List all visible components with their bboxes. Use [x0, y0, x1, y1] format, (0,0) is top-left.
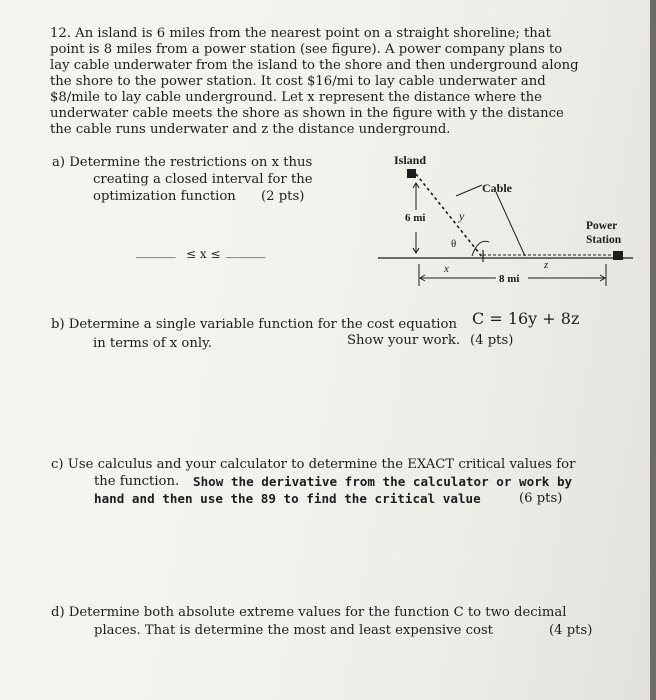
z-label: z [544, 259, 549, 271]
problem-line-6: underwater cable meets the shore as shown in the figure with y the distance [50, 106, 564, 121]
restriction-blank-left[interactable]: ______ [136, 244, 176, 259]
problem-line-5: $8/mile to lay cable underground. Let x represent the distance where the [50, 90, 542, 105]
power-label: Power [586, 220, 618, 232]
problem-line-4: the shore to the power station. It cost $16/mi to lay cable underwater and [50, 74, 546, 89]
island-marker [407, 169, 416, 178]
part-d-line-1: d) Determine both absolute extreme values for the function C to two decimal [51, 605, 567, 620]
cable-label: Cable [482, 181, 512, 195]
island-cable-figure [378, 150, 638, 290]
part-d-line-2: places. That is determine the most and least expensive cost [94, 623, 493, 638]
cable-pointer-line [456, 185, 482, 196]
y-label: y [459, 209, 465, 223]
part-c-line-3-bold: hand and then use the 89 to find the critical value [94, 491, 481, 506]
problem-line-1: 12. An island is 6 miles from the nearest point on a straight shoreline; that [50, 26, 551, 41]
part-b-line-1: b) Determine a single variable function for the cost equation [51, 317, 457, 332]
page-edge-shadow [650, 0, 656, 700]
six-mile-label: 6 mi [405, 212, 426, 224]
slant-line [496, 192, 525, 256]
underwater-cable-y [416, 174, 483, 258]
power-station-marker [613, 251, 623, 260]
restriction-inequality: ≤ x ≤ [186, 247, 221, 261]
part-a-line-2: creating a closed interval for the [93, 172, 313, 187]
x-label: x [444, 263, 449, 275]
cost-equation: C = 16y + 8z [472, 309, 580, 328]
problem-line-2: point is 8 miles from a power station (see figure). A power company plans to [50, 42, 563, 57]
part-c-line-2-plain: the function. [94, 474, 180, 489]
island-label: Island [394, 153, 427, 167]
restriction-blank-right[interactable]: ______ [226, 244, 266, 259]
part-b-points: (4 pts) [470, 333, 514, 348]
station-label: Station [586, 234, 622, 246]
part-d-points: (4 pts) [549, 623, 593, 638]
problem-line-3: lay cable underwater from the island to the shore and then underground along [50, 58, 579, 73]
part-a-line-1: a) Determine the restrictions on x thus [52, 155, 313, 170]
part-c-line-2-bold: Show the derivative from the calculator or work by [193, 474, 573, 489]
part-a-points: (2 pts) [261, 189, 305, 204]
part-b-show-work: Show your work. [347, 333, 461, 348]
part-c-line-1: c) Use calculus and your calculator to determine the EXACT critical values for [51, 457, 576, 472]
part-a-line-3: optimization function [93, 189, 236, 204]
theta-label: θ [451, 238, 457, 250]
eight-mile-label: 8 mi [499, 273, 520, 285]
problem-line-7: the cable runs underwater and z the distance underground. [50, 122, 451, 137]
part-c-points: (6 pts) [519, 491, 563, 506]
part-b-line-2: in terms of x only. [93, 336, 212, 351]
